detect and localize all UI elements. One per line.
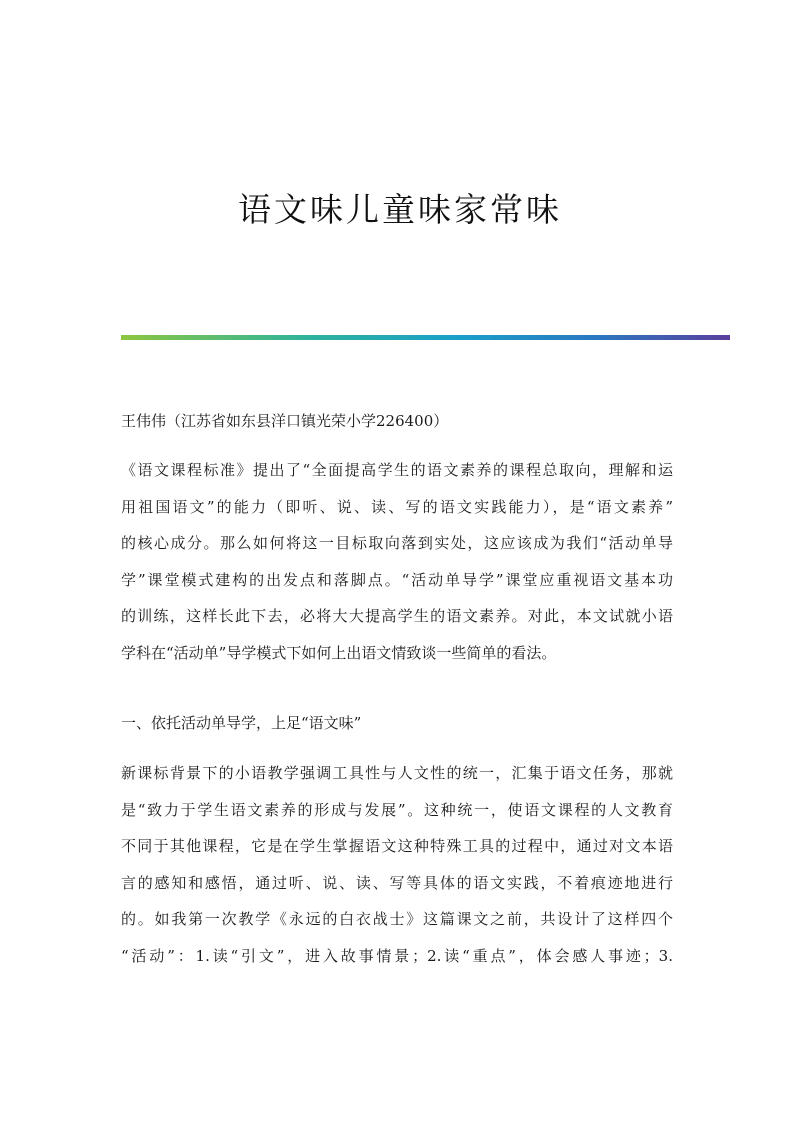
paragraph-intro (121, 452, 673, 671)
section-heading: 一、依托活动单导学，上足“语文味” (121, 714, 362, 732)
paragraph-line: “活动”：1.读“引文”，进入故事情景；2.读“重点”，体会感人事迹；3. (121, 946, 673, 965)
paragraph-line: 学科在“活动单”导学模式下如何上出语文情致谈一些简单的看法。 (121, 643, 557, 662)
paragraph-line: 是“致力于学生语文素养的形成与发展”。这种统一，使语文课程的人文教育 (121, 800, 673, 819)
paragraph-line: 学”课堂模式建构的出发点和落脚点。“活动单导学”课堂应重视语文基本功 (121, 570, 673, 589)
paragraph-line: 的。如我第一次教学《永远的白衣战士》这篇课文之前，共设计了这样四个 (121, 910, 673, 928)
paragraph-line: 新课标背景下的小语教学强调工具性与人文性的统一，汇集于语文任务，那就 (121, 764, 673, 782)
paragraph-line: 不同于其他课程，它是在学生掌握语文这种特殊工具的过程中，通过对文本语 (121, 837, 673, 855)
paragraph-line: 《语文课程标准》提出了“全面提高学生的语文素养的课程总取向，理解和运 (121, 461, 673, 479)
paragraph-section1 (121, 755, 673, 974)
paragraph-line: 言的感知和感悟，通过听、说、读、写等具体的语文实践，不着痕迹地进行 (121, 873, 673, 892)
document-title: 语文味儿童味家常味 (238, 190, 562, 229)
paragraph-line: 用祖国语文”的能力（即听、说、读、写的语文实践能力），是“语文素养” (121, 497, 673, 516)
author-affiliation: 王伟伟（江苏省如东县洋口镇光荣小学226400） (121, 412, 449, 430)
paragraph-line: 的核心成分。那么如何将这一目标取向落到实处，这应该成为我们“活动单导 (121, 534, 673, 552)
title-divider (121, 335, 730, 340)
paragraph-line: 的训练，这样长此下去，必将大大提高学生的语文素养。对此，本文试就小语 (121, 607, 673, 625)
